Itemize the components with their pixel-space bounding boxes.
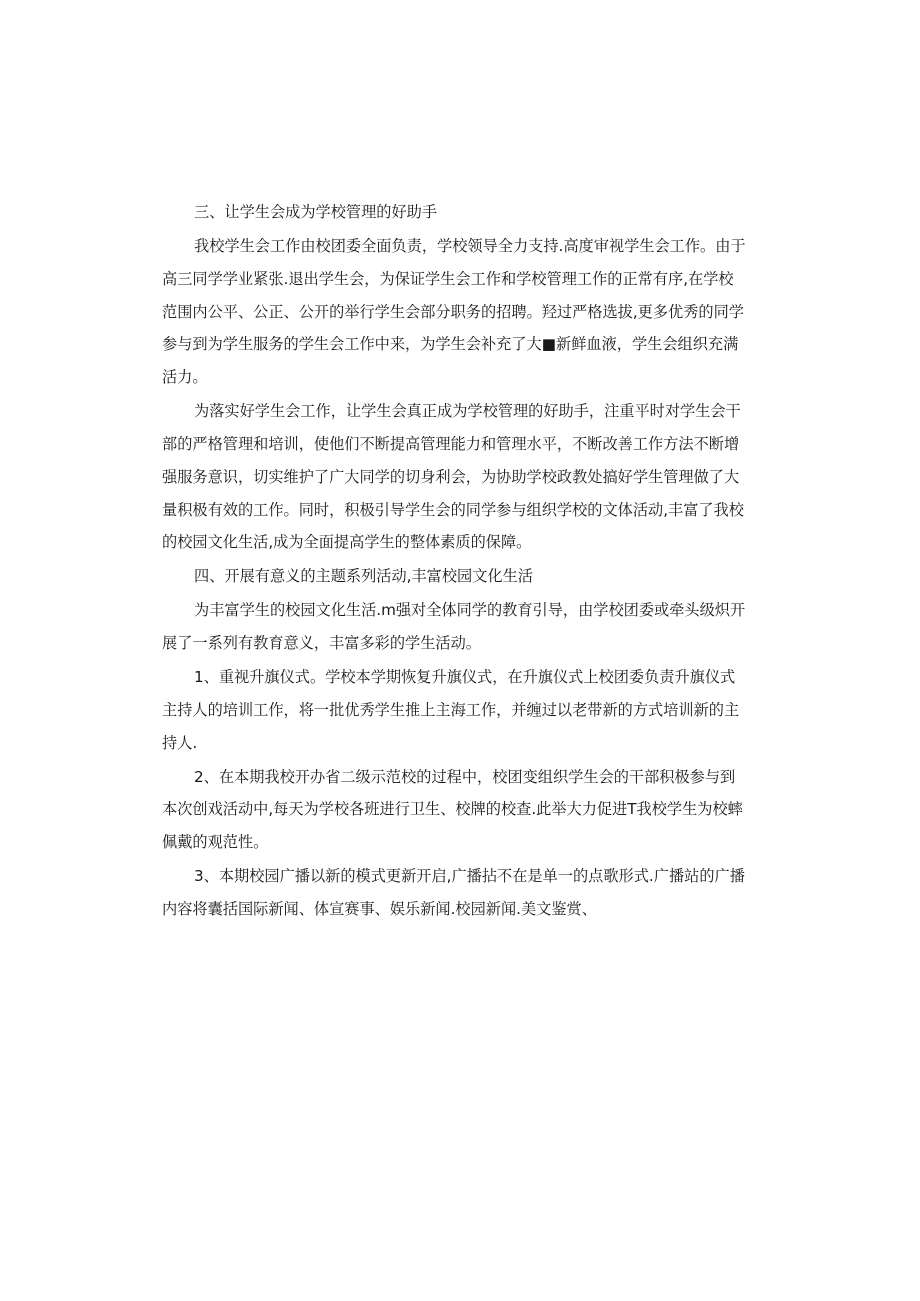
text-line: 3、本期校园广播以新的模式更新开启,广播拈不在是单一的点歌形式.广播站的广播 [194, 867, 745, 886]
text-line: 为落实好学生会工作，让学生会真正成为学校管理的好助手，注重平时对学生会干 [194, 402, 741, 421]
text-line: 量积极有效的工作。同时，积极引导学生会的同学参与组织学校的文体活动,丰富了我校 [162, 500, 744, 519]
text-line: 1、重视升旗仪式。学校本学期恢复升旗仪式，在升旗仪式上校团委负责升旗仪式 [194, 668, 736, 687]
text-line: 内容将囊括国际新闻、体宣赛事、娱乐新闻.校园新闻.美文鉴赏、 [162, 900, 597, 919]
text-line: 展了一系列有教育意义，丰富多彩的学生活动。 [162, 634, 481, 653]
text-line: 参与到为学生服务的学生会工作中来，为学生会补充了大■新鲜血液，学生会组织充满 [162, 335, 739, 354]
text-line: 佩戴的观范性。 [162, 833, 269, 852]
text-line: 高三同学学业紧张.退出学生会，为保证学生会工作和学校管理工作的正常有序,在学校 [162, 269, 734, 288]
text-line: 三、让学生会成为学校管理的好助手 [194, 203, 437, 221]
body-paragraph [162, 230, 760, 394]
text-line: 活力。 [162, 368, 208, 387]
text-line: 四、开展有意义的主题系列活动,丰富校园文化生活 [194, 567, 533, 586]
section-heading [162, 560, 760, 593]
text-line: 2、在本期我校开办省二级示范校的过程中，校团变组织学生会的干部积极参与到 [194, 767, 736, 786]
text-line: 我校学生会工作由校团委全面负责，学校领导全力支持.高度审视学生会工作。由于 [194, 236, 746, 255]
text-line: 部的严格管理和培训，使他们不断提高管理能力和管理水平，不断改善工作方法不断增 [162, 434, 740, 453]
text-line: 持人. [162, 733, 198, 752]
body-paragraph [162, 661, 760, 759]
body-paragraph [162, 860, 760, 926]
text-line: 的校园文化生活,成为全面提高学生的整体素质的保障。 [162, 533, 532, 552]
text-line: 主持人的培训工作，将一批优秀学生推上主海工作，并缠过以老带新的方式培训新的主 [162, 700, 740, 719]
document-body [162, 196, 760, 926]
text-line: 强服务意识，切实维护了广大同学的切身利会，为协助学校政教处搞好学生管理做了大 [162, 467, 740, 486]
body-paragraph [162, 594, 760, 660]
body-paragraph [162, 761, 760, 859]
text-line: 本次创戏活动中,每天为学校各班进行卫生、校牌的校查.此举大力促进T我校学生为校蟀 [162, 800, 743, 819]
section-heading [162, 196, 760, 229]
text-line: 为丰富学生的校园文化生活.m强对全体同学的教育引导，由学校团委或牵头级炽开 [194, 601, 746, 620]
text-line: 范围内公平、公正、公开的举行学生会部分职务的招聘。羟过严格选拔,更多优秀的同学 [162, 302, 744, 321]
body-paragraph [162, 395, 760, 559]
